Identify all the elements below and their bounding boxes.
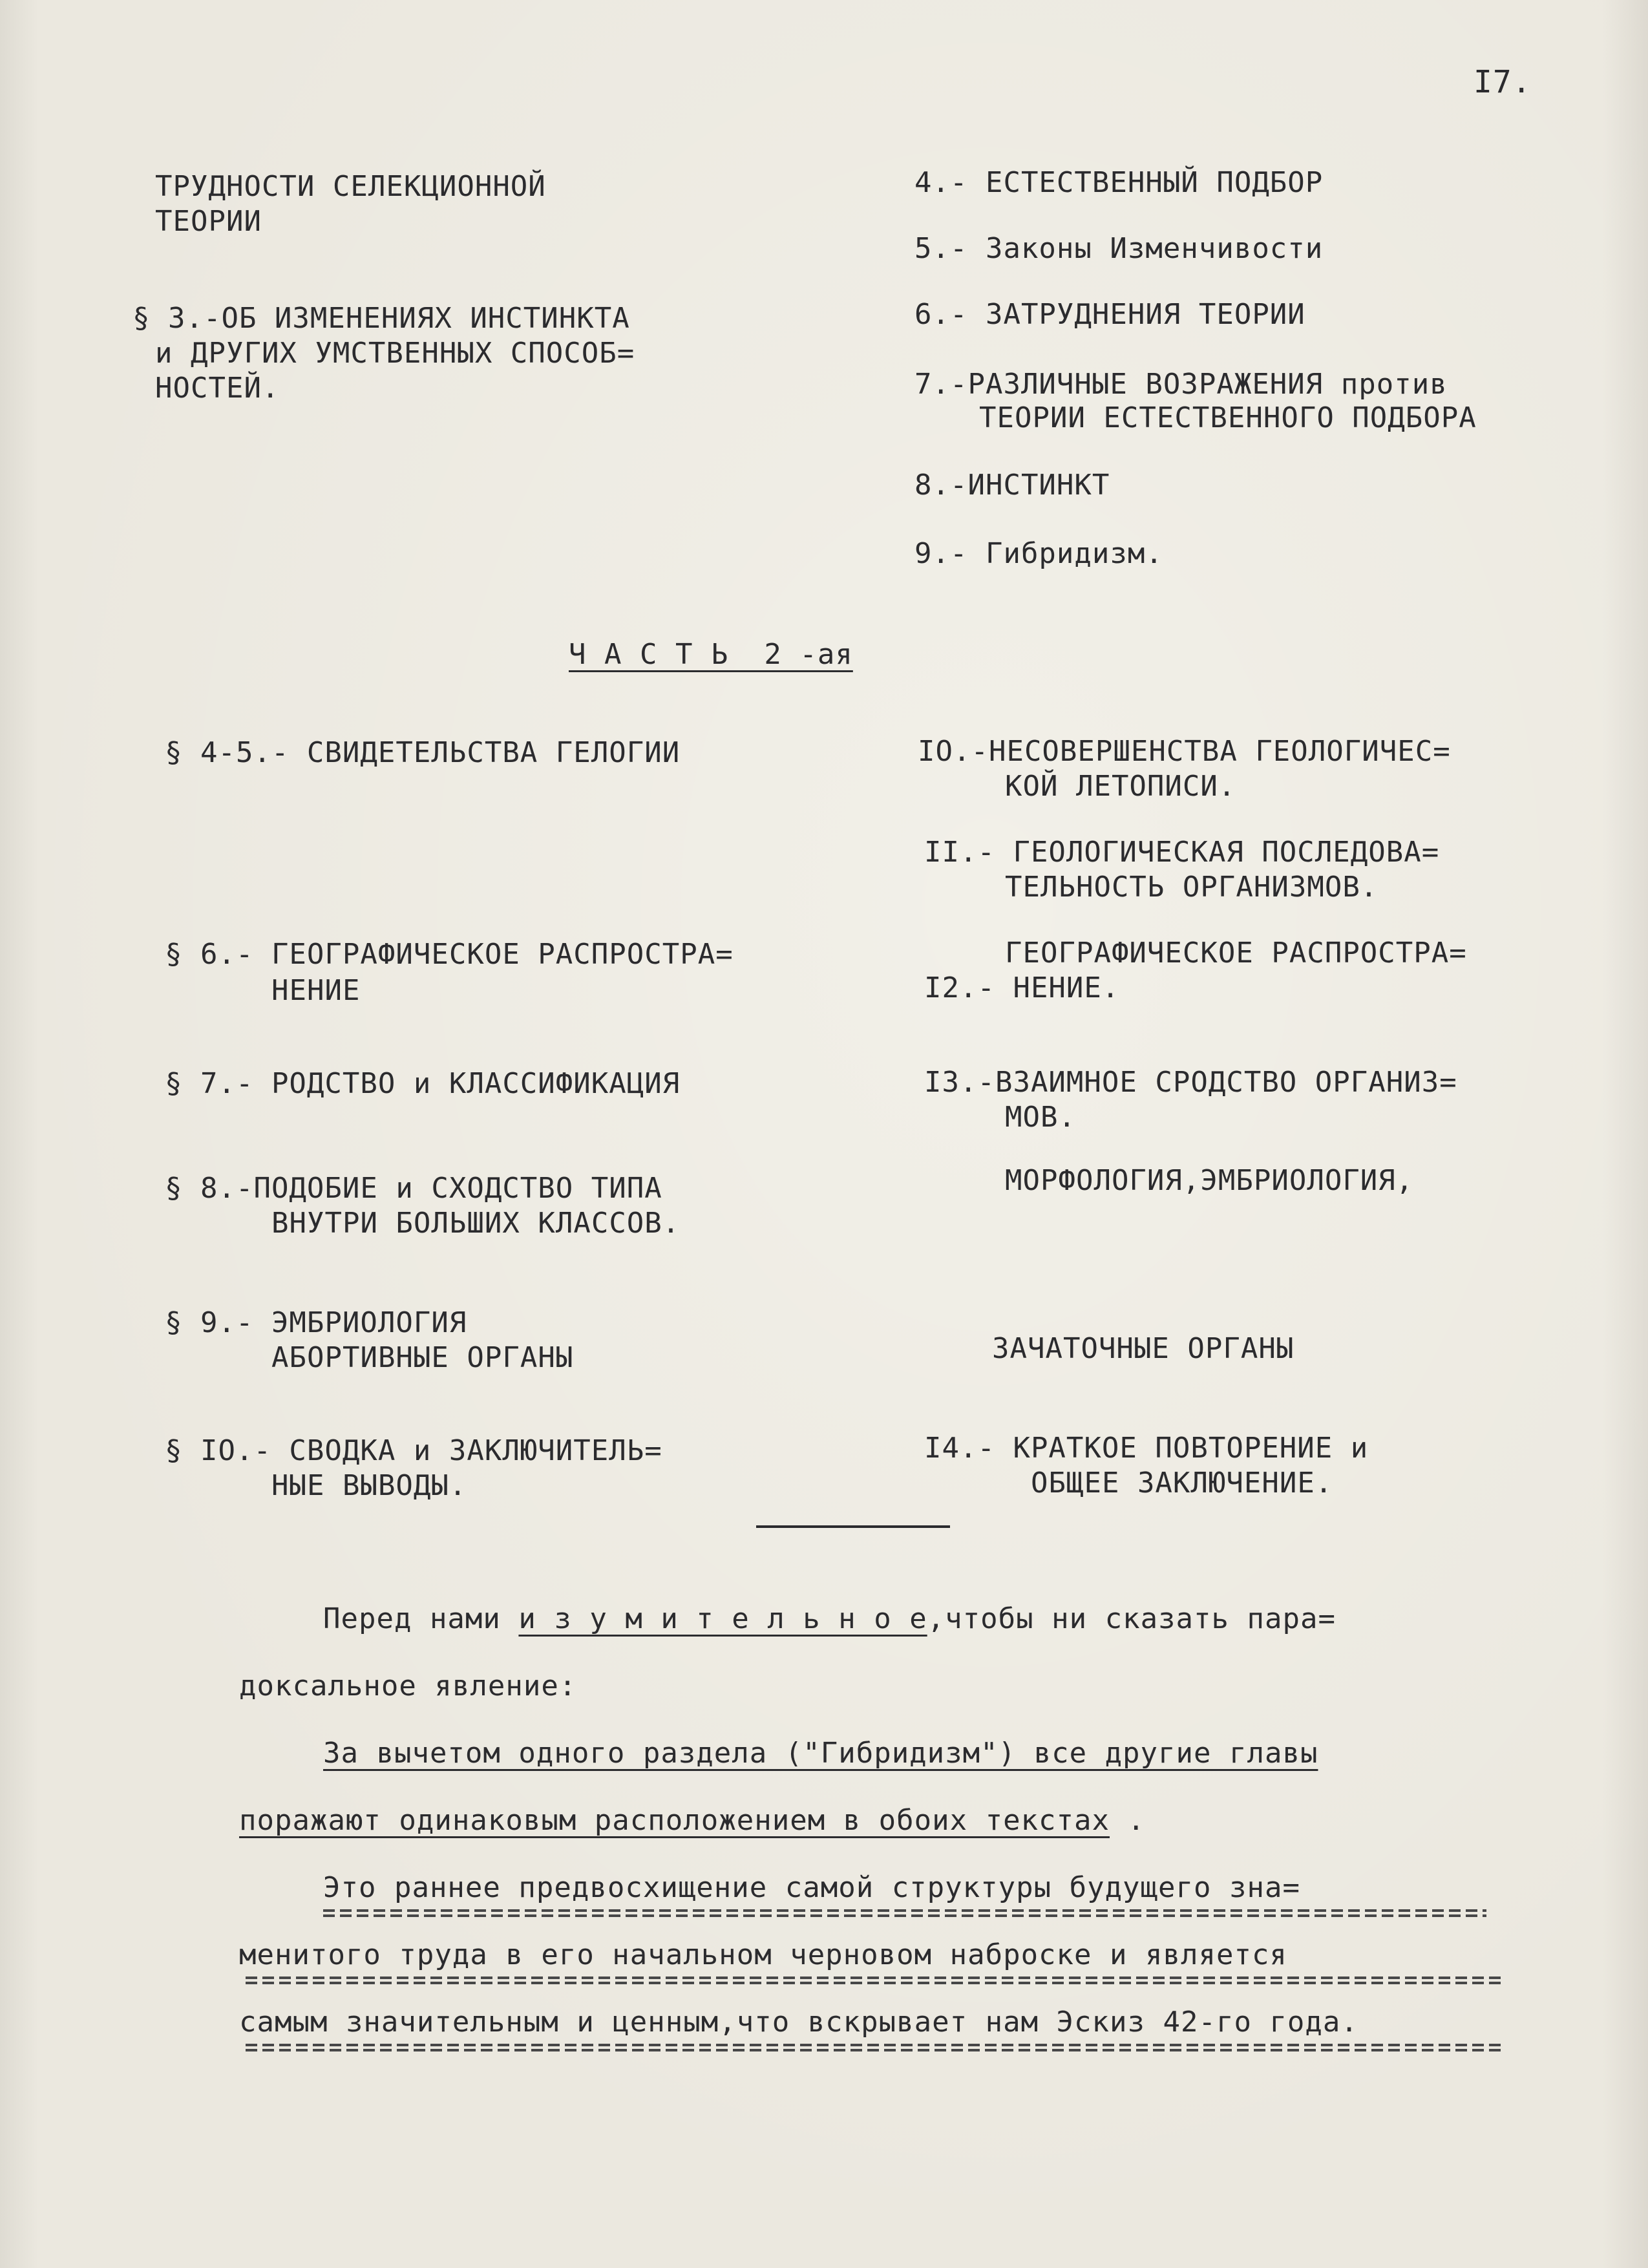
paragraph-1-line-1 xyxy=(323,1602,1336,1637)
section-7: § 7.- РОДСТВО и КЛАССИФИКАЦИЯ xyxy=(165,1067,681,1100)
page-number: I7. xyxy=(1474,64,1532,100)
chapter-12-line-1: ГЕОГРАФИЧЕСКОЕ РАСПРОСТРА= xyxy=(1005,937,1467,970)
chapter-6: 6.- ЗАТРУДНЕНИЯ ТЕОРИИ xyxy=(914,298,1305,331)
emphasized-word: и з у м и т е л ь н о е xyxy=(518,1602,927,1635)
paragraph-3-line-1: Это раннее предвосхищение самой структуры будущего зна= xyxy=(323,1871,1300,1904)
chapter-4: 4.- ЕСТЕСТВЕННЫЙ ПОДБОР xyxy=(914,166,1324,199)
section-10-line-2: НЫЕ ВЫВОДЫ. xyxy=(271,1469,467,1502)
chapter-11-line-2: ТЕЛЬНОСТЬ ОРГАНИЗМОВ. xyxy=(1005,871,1379,904)
paragraph-1-end: ,чтобы ни сказать пара= xyxy=(927,1602,1336,1635)
section-3-line-1: § 3.-ОБ ИЗМЕНЕНИЯХ ИНСТИНКТА xyxy=(132,302,630,335)
chapter-14-line-1: I4.- КРАТКОЕ ПОВТОРЕНИЕ и xyxy=(924,1432,1369,1465)
chapter-10-line-1: IO.-НЕСОВЕРШЕНСТВА ГЕОЛОГИЧЕС= xyxy=(918,735,1451,768)
chapter-13-line-1: I3.-ВЗАИМНОЕ СРОДСТВО ОРГАНИЗ= xyxy=(924,1066,1457,1099)
paragraph-2-line-2: поражают одинаковым расположением в обоих текстах xyxy=(239,1804,1110,1837)
section-6-line-2: НЕНИЕ xyxy=(271,974,361,1007)
double-underline-3 xyxy=(246,2044,1506,2053)
section-8-line-1: § 8.-ПОДОБИЕ и СХОДСТВО ТИПА xyxy=(165,1172,662,1205)
paragraph-1-line-2: доксальное явление: xyxy=(239,1669,577,1702)
paragraph-3-line-3: самым значительным и ценным,что вскрывает нам Эскиз 42-го года. xyxy=(239,2006,1358,2039)
paragraph-3-line-2: менитого труда в его начальном черновом наброске и является xyxy=(239,1938,1287,1971)
chapter-10-line-2: КОЙ ЛЕТОПИСИ. xyxy=(1005,770,1236,803)
section-8-line-2: ВНУТРИ БОЛЬШИХ КЛАССОВ. xyxy=(271,1207,681,1240)
section-divider xyxy=(756,1525,950,1528)
chapter-7-line-2: ТЕОРИИ ЕСТЕСТВЕННОГО ПОДБОРА xyxy=(979,401,1477,434)
left-heading-line-1: ТРУДНОСТИ СЕЛЕКЦИОННОЙ xyxy=(155,170,546,203)
chapter-13-line-3: МОРФОЛОГИЯ,ЭМБРИОЛОГИЯ, xyxy=(1005,1164,1414,1197)
chapter-13-line-4: ЗАЧАТОЧНЫЕ ОРГАНЫ xyxy=(992,1332,1294,1365)
paragraph-2-period: . xyxy=(1127,1804,1146,1837)
paragraph-1-start: Перед нами xyxy=(323,1602,519,1635)
paragraph-2-line-1: За вычетом одного раздела ("Гибридизм") все другие главы xyxy=(323,1737,1318,1770)
section-10-line-1: § IO.- СВОДКА и ЗАКЛЮЧИТЕЛЬ= xyxy=(165,1434,662,1467)
chapter-7-line-1: 7.-РАЗЛИЧНЫЕ ВОЗРАЖЕНИЯ против xyxy=(914,368,1448,401)
chapter-8: 8.-ИНСТИНКТ xyxy=(914,469,1110,502)
part-2-heading: Ч А С Т Ь 2 -ая xyxy=(569,638,853,671)
chapter-11-line-1: II.- ГЕОЛОГИЧЕСКАЯ ПОСЛЕДОВА= xyxy=(924,836,1440,869)
chapter-5: 5.- Законы Изменчивости xyxy=(914,232,1324,265)
chapter-13-line-2: МОВ. xyxy=(1005,1101,1076,1134)
section-3-line-2: и ДРУГИХ УМСТВЕННЫХ СПОСОБ= xyxy=(155,337,635,370)
section-3-line-3: НОСТЕЙ. xyxy=(155,372,280,405)
left-heading-line-2: ТЕОРИИ xyxy=(155,205,262,238)
chapter-14-line-2: ОБЩЕЕ ЗАКЛЮЧЕНИЕ. xyxy=(1031,1467,1333,1500)
double-underline-2 xyxy=(246,1977,1506,1986)
chapter-9: 9.- Гибридизм. xyxy=(914,537,1163,570)
section-9-line-2: АБОРТИВНЫЕ ОРГАНЫ xyxy=(271,1341,574,1374)
section-9-line-1: § 9.- ЭМБРИОЛОГИЯ xyxy=(165,1306,467,1339)
chapter-12-line-2: I2.- НЕНИЕ. xyxy=(924,971,1120,1004)
paragraph-2-line-2-wrap xyxy=(239,1803,1145,1838)
double-underline-1 xyxy=(323,1909,1486,1918)
section-4-5: § 4-5.- СВИДЕТЕЛЬСТВА ГЕЛОГИИ xyxy=(165,736,681,769)
section-6-line-1: § 6.- ГЕОГРАФИЧЕСКОЕ РАСПРОСТРА= xyxy=(165,938,734,971)
